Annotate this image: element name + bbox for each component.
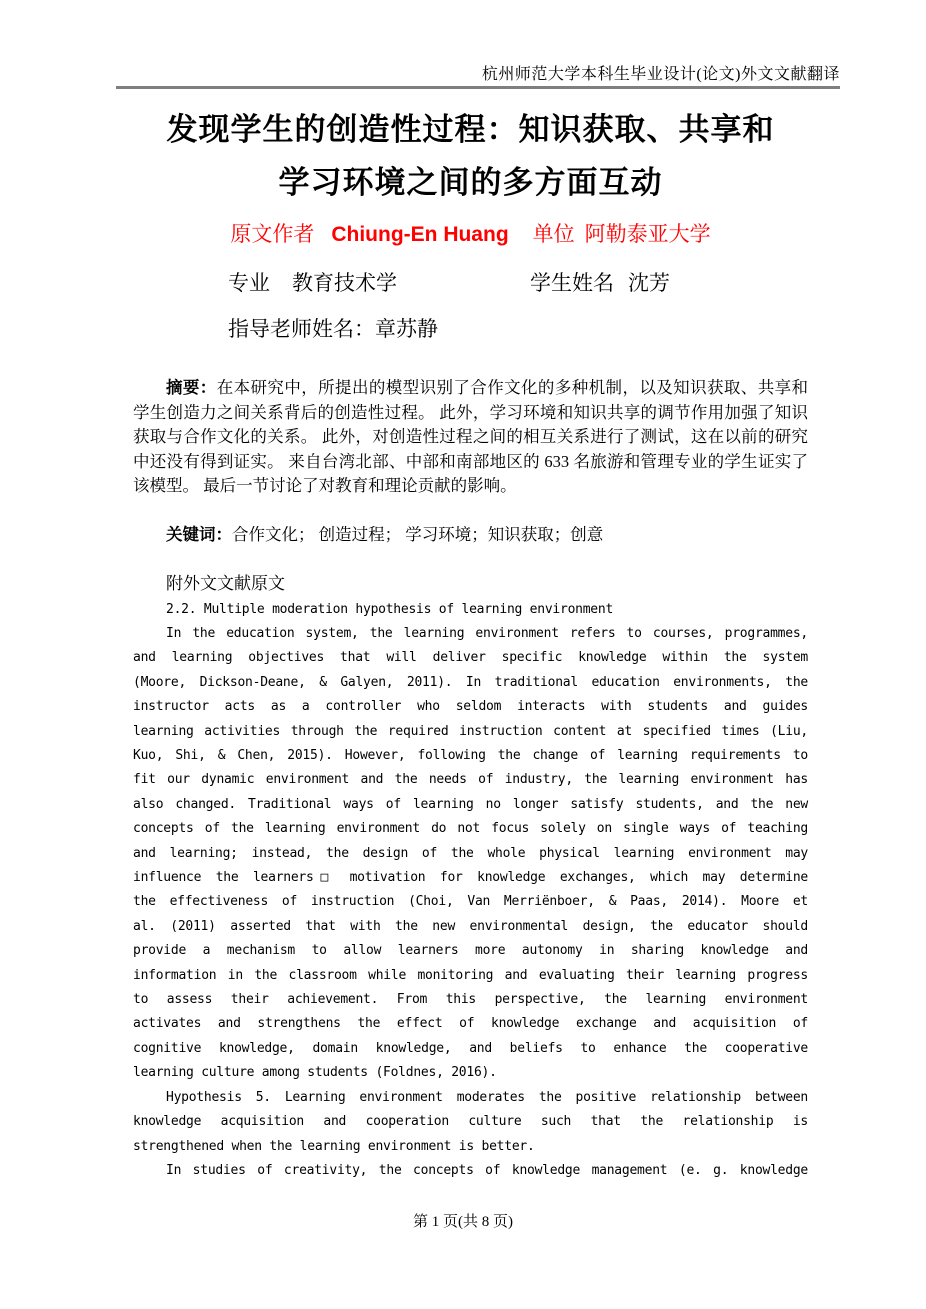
text-line: information in the classroom while monitoring and evaluating their learning progress <box>133 967 808 983</box>
text-line: (Moore, Dickson-Deane, & Galyen, 2011). In traditional education environments, the <box>133 674 808 690</box>
text-line: al. (2011) asserted that with the new environmental design, the educator should <box>133 918 808 934</box>
text-line: knowledge acquisition and cooperation culture such that the relationship is <box>133 1114 808 1130</box>
section-heading: 2.2. Multiple moderation hypothesis of learning environment <box>166 601 614 617</box>
content-area <box>133 0 808 1183</box>
major-value: 教育技术学 <box>292 271 397 295</box>
page-header-text: 杭州师范大学本科生毕业设计(论文)外文文献翻译 <box>481 66 840 83</box>
text-line: fit our dynamic environment and the needs of industry, the learning environment has <box>133 772 808 788</box>
text-line: In the education system, the learning environment refers to courses, programmes, <box>166 625 808 641</box>
text-line: learning culture among students (Foldnes, 2016). <box>133 1065 497 1081</box>
text-line: the effectiveness of instruction (Choi, Van Merriënboer, & Paas, 2014). Moore et <box>133 894 808 910</box>
english-paragraph-3 <box>133 1159 808 1183</box>
byline <box>133 219 808 250</box>
abstract-text: 在本研究中，所提出的模型识别了合作文化的多种机制，以及知识获取、共享和学生创造力之间关系背后的创造性过程。 此外，学习环境和知识共享的调节作用加强了知识获取与合作文化的关系。 此外，对创造性过程之间的相互关系进行了测试，这在以前的研究中还没有得到证实。 来自台湾北部、中部和南部地区的 633 名旅游和管理专业的学生证实了该模型。 最后一节讨论了对教育和理论贡献的影响。 <box>133 378 809 496</box>
original-author-name: Chiung-En Huang <box>331 223 509 246</box>
text-line: learning activities through the required instruction content at specified times (Liu, <box>133 723 808 739</box>
student-name-value: 沈芳 <box>628 271 670 295</box>
advisor-row <box>133 314 808 344</box>
text-line: strengthened when the learning environment is better. <box>133 1138 535 1154</box>
text-line: Hypothesis 5. Learning environment moderates the positive relationship between <box>166 1089 808 1105</box>
original-author-label: 原文作者 <box>230 222 315 246</box>
text-line: activates and strengthens the effect of knowledge exchange and acquisition of <box>133 1016 808 1032</box>
text-line: influence the learners□ motivation for knowledge exchanges, which may determine <box>133 870 808 886</box>
keywords-label: 关键词： <box>166 525 232 544</box>
text-line: and learning objectives that will deliver specific knowledge within the system <box>133 650 808 666</box>
text-line: In studies of creativity, the concepts of knowledge management (e. g. knowledge <box>166 1162 808 1178</box>
text-line: also changed. Traditional ways of learning no longer satisfy students, and the new <box>133 796 808 812</box>
document-title <box>133 103 808 209</box>
text-line: instructor acts as a controller who seldom interacts with students and guides <box>133 699 808 715</box>
text-line: and learning; instead, the design of the whole physical learning environment may <box>133 845 808 861</box>
advisor-name-line: 指导老师姓名：章苏静 <box>228 317 438 341</box>
major-label: 专业 <box>228 271 270 295</box>
text-line: Kuo, Shi, & Chen, 2015). However, following the change of learning requirements to <box>133 748 808 763</box>
text-line: cognitive knowledge, domain knowledge, and beliefs to enhance the cooperative <box>133 1040 808 1056</box>
english-paragraph-hypothesis-5 <box>133 1086 808 1159</box>
unit-name: 阿勒泰亚大学 <box>584 222 711 246</box>
title-line-2: 学习环境之间的多方面互动 <box>278 165 663 200</box>
text-line: concepts of the learning environment do not focus solely on single ways of teaching <box>133 821 808 837</box>
page-number: 第 1 页(共 8 页) <box>413 1214 513 1230</box>
english-paragraph-1 <box>133 622 808 1086</box>
abstract-paragraph <box>133 376 808 499</box>
title-line-1: 发现学生的创造性过程：知识获取、共享和 <box>166 112 775 147</box>
keywords-line <box>133 523 808 548</box>
text-line: provide a mechanism to allow learners more autonomy in sharing knowledge and <box>133 943 808 959</box>
major-student-row <box>133 268 808 298</box>
student-name-label: 学生姓名 <box>530 271 614 295</box>
unit-label: 单位 <box>532 222 575 246</box>
abstract-label: 摘要： <box>166 379 217 397</box>
text-line: to assess their achievement. From this perspective, the learning environment <box>133 992 808 1008</box>
keywords-text: 合作文化； 创造过程； 学习环境；知识获取；创意 <box>232 524 604 544</box>
original-text-heading: 附外文文献原文 <box>166 573 285 593</box>
